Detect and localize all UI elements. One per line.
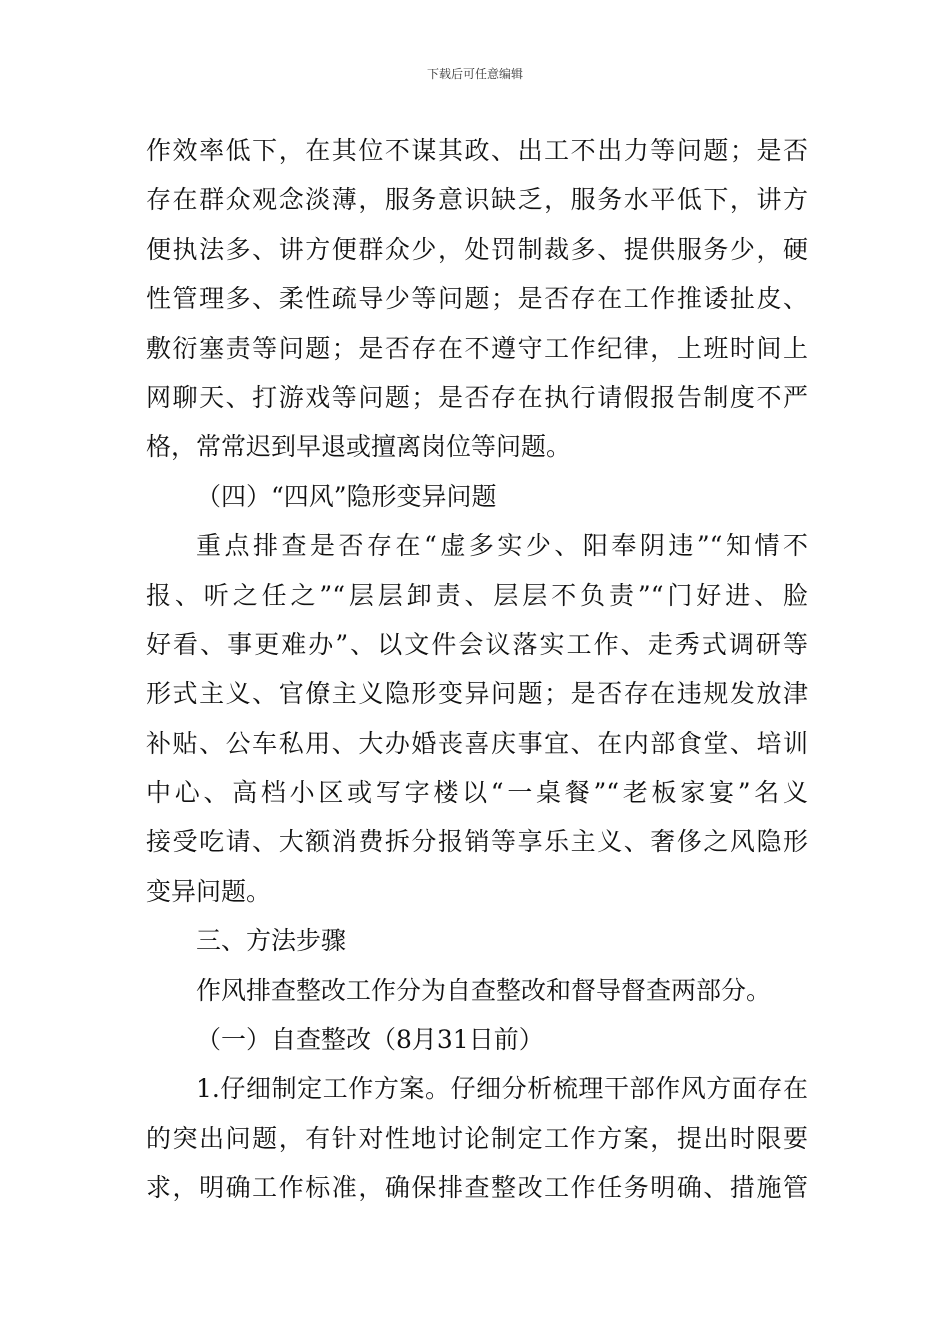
paragraph-line: 作风排查整改工作分为自查整改和督导督查两部分。 [196, 975, 772, 1005]
paragraph-first-line: 重点排查是否存在“虚多实少、阳奉阴违”“知情不 [196, 531, 808, 561]
text-line: 补贴、公车私用、大办婚丧喜庆事宜、在内部食堂、培训 [146, 728, 808, 758]
text-line: 中心、高档小区或写字楼以“一桌餐”“老板家宴”名义 [146, 778, 808, 808]
text-line: 报、听之任之”“层层卸责、层层不负责”“门好进、脸 [146, 580, 808, 610]
text-line: 接受吃请、大额消费拆分报销等享乐主义、奢侈之风隐形 [146, 827, 808, 857]
text-line: 性管理多、柔性疏导少等问题；是否存在工作推诿扯皮、 [146, 284, 808, 314]
text-line: 形式主义、官僚主义隐形变异问题；是否存在违规发放津 [146, 679, 808, 709]
text-line: 便执法多、讲方便群众少，处罚制裁多、提供服务少，硬 [146, 234, 808, 264]
page-header: 下载后可任意编辑 [426, 67, 523, 81]
text-line: 敷衍塞责等问题；是否存在不遵守工作纪律，上班时间上 [146, 333, 808, 363]
text-line: 作效率低下，在其位不谋其政、出工不出力等问题；是否 [146, 136, 808, 165]
text-line: 好看、事更难办”、以文件会议落实工作、走秀式调研等 [146, 629, 808, 659]
text-line: 变异问题。 [146, 876, 272, 906]
subsection-heading: （一）自查整改（8月31日前） [196, 1025, 544, 1055]
paragraph-first-line: 1.仔细制定工作方案。仔细分析梳理干部作风方面存在 [196, 1074, 808, 1104]
text-line: 网聊天、打游戏等问题；是否存在执行请假报告制度不严 [146, 382, 808, 412]
text-line: 格，常常迟到早退或擅离岗位等问题。 [146, 432, 572, 462]
text-line: 求，明确工作标准，确保排查整改工作任务明确、措施管 [146, 1173, 808, 1203]
section-heading: （四）“四风”隐形变异问题 [196, 481, 497, 511]
text-line: 的突出问题，有针对性地讨论制定工作方案，提出时限要 [146, 1123, 808, 1153]
section-heading: 三、方法步骤 [196, 926, 347, 956]
text-line: 存在群众观念淡薄，服务意识缺乏，服务水平低下，讲方 [146, 185, 808, 215]
body-text [146, 126, 808, 1213]
